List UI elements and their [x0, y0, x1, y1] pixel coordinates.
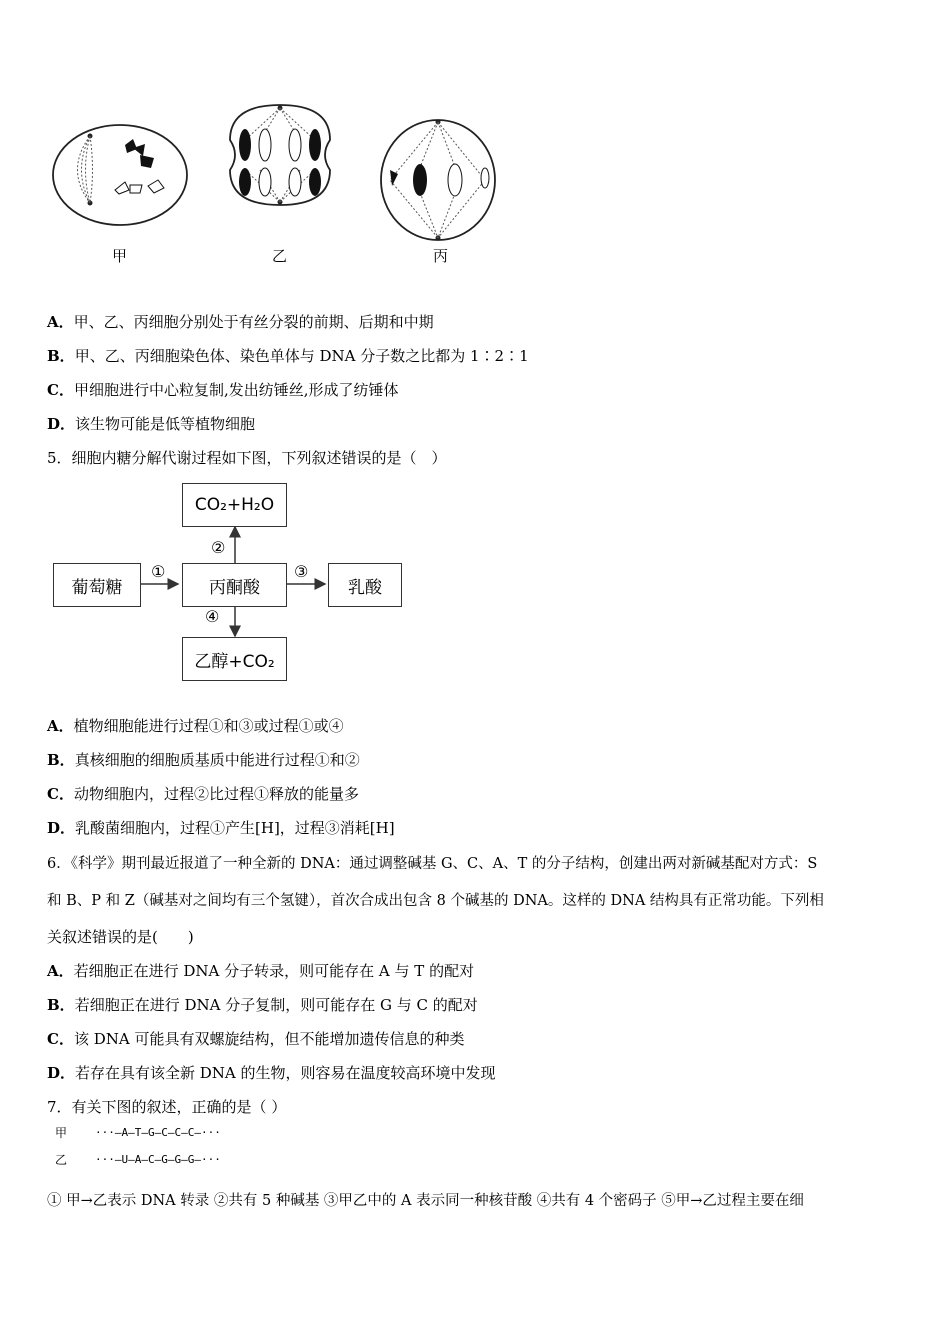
box-lactate: 乳酸: [328, 563, 402, 607]
step-3-label: ③: [294, 562, 309, 581]
cell-label-jia: 甲: [112, 247, 128, 265]
step-1-label: ①: [151, 562, 166, 581]
q5-option-b: B．真核细胞的细胞质基质中能进行过程①和②: [47, 751, 360, 769]
cell-yi: [230, 105, 330, 205]
q7-statements: ① 甲→乙表示 DNA 转录 ②共有 5 种碱基 ③甲乙中的 A 表示同一种核苷酸 ④共有 4 个密码子 ⑤甲→乙过程主要在细: [47, 1193, 804, 1209]
box-ethanol-co2: 乙醇+CO₂: [182, 637, 287, 681]
q4-option-a: A．甲、乙、丙细胞分别处于有丝分裂的前期、后期和中期: [47, 313, 434, 331]
sequence-jia: ···—A—T—G—C—C—C—···: [95, 1126, 221, 1139]
box-pyruvate: 丙酮酸: [182, 563, 287, 607]
step-2-label: ②: [211, 538, 226, 557]
q6-option-c: C．该 DNA 可能具有双螺旋结构，但不能增加遗传信息的种类: [47, 1030, 465, 1048]
cell-jia: [53, 125, 187, 225]
box-glucose: 葡萄糖: [53, 563, 141, 607]
seq-label-yi: 乙: [55, 1153, 68, 1167]
q4-option-d: D．该生物可能是低等植物细胞: [47, 415, 256, 433]
q6-option-a: A．若细胞正在进行 DNA 分子转录，则可能存在 A 与 T 的配对: [47, 962, 475, 980]
q6-stem-line-1: 6．《科学》期刊最近报道了一种全新的 DNA：通过调整碱基 G、C、A、T 的分子结构，创建出两对新碱基配对方式：S: [47, 856, 818, 872]
cell-label-yi: 乙: [272, 247, 288, 265]
q5-stem: 5．细胞内糖分解代谢过程如下图，下列叙述错误的是（ ）: [47, 449, 447, 467]
q6-stem-line-3: 关叙述错误的是( ): [47, 928, 194, 946]
q5-option-a: A．植物细胞能进行过程①和③或过程①或④: [47, 717, 344, 735]
q5-option-d: D．乳酸菌细胞内，过程①产生[H]，过程③消耗[H]: [47, 819, 395, 837]
q6-option-d: D．若存在具有该全新 DNA 的生物，则容易在温度较高环境中发现: [47, 1064, 496, 1082]
step-4-label: ④: [205, 607, 220, 626]
sequence-yi: ···—U—A—C—G—G—G—···: [95, 1153, 221, 1166]
q6-option-b: B．若细胞正在进行 DNA 分子复制，则可能存在 G 与 C 的配对: [47, 996, 478, 1014]
cell-label-bing: 丙: [433, 247, 449, 265]
q6-stem-line-2: 和 B、P 和 Z（碱基对之间均有三个氢键），首次合成出包含 8 个碱基的 DNA。这样的 DNA 结构具有正常功能。下列相: [47, 893, 824, 909]
q4-option-b: B．甲、乙、丙细胞染色体、染色单体与 DNA 分子数之比都为 1∶2∶1: [47, 347, 529, 365]
q4-option-c: C．甲细胞进行中心粒复制,发出纺锤丝,形成了纺锤体: [47, 381, 399, 399]
q7-stem: 7．有关下图的叙述，正确的是（ ）: [47, 1098, 287, 1116]
cell-bing: [381, 120, 495, 241]
box-co2-h2o: CO₂+H₂O: [182, 483, 287, 527]
q5-option-c: C．动物细胞内，过程②比过程①释放的能量多: [47, 785, 359, 803]
seq-label-jia: 甲: [55, 1126, 68, 1140]
